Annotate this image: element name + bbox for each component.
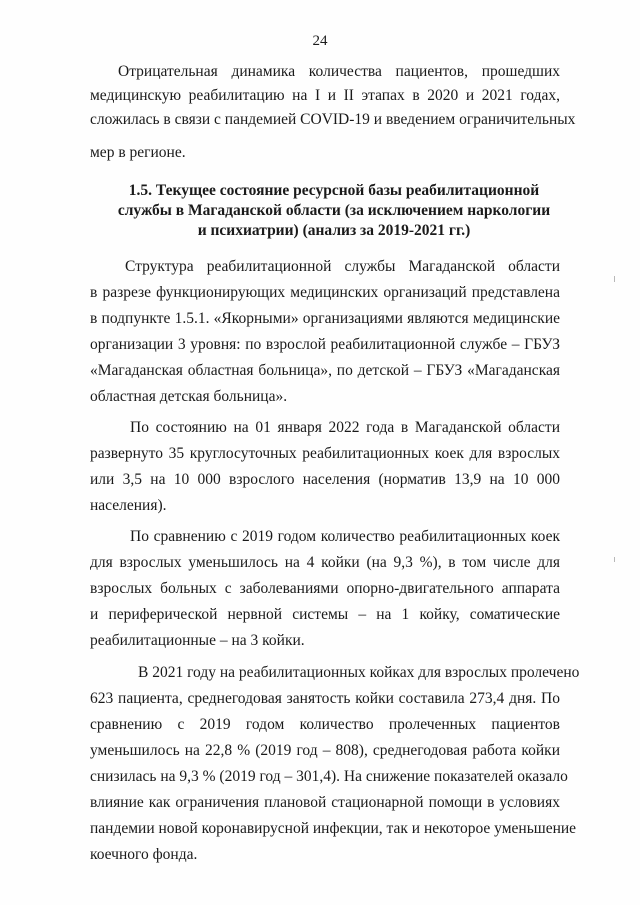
- paragraph3-line-5: реабилитационные – на 3 койки.: [90, 632, 305, 649]
- intro-line-3: сложилась в связи с пандемией COVID-19 и введением ограничительных: [90, 111, 576, 128]
- scan-mark: [614, 276, 615, 282]
- paragraph2-line-1: По состоянию на 01 января 2022 года в Магаданской области: [130, 419, 560, 436]
- section-heading-line-1: 1.5. Текущее состояние ресурсной базы реабилитационной: [128, 182, 540, 199]
- intro-line-1: Отрицательная динамика количества пациентов, прошедших: [118, 63, 560, 80]
- paragraph4-line-1: В 2021 году на реабилитационных койках для взрослых пролечено: [138, 664, 580, 681]
- paragraph2-line-3: или 3,5 на 10 000 взрослого населения (норматив 13,9 на 10 000: [90, 471, 560, 488]
- paragraph4-line-4: уменьшилось на 22,8 % (2019 год – 808), среднегодовая работа койки: [90, 742, 560, 759]
- paragraph4-line-3: сравнению с 2019 годом количество пролеченных пациентов: [90, 716, 560, 733]
- paragraph2-line-4: населения).: [90, 497, 167, 514]
- paragraph1-line-2: в разрезе функционирующих медицинских организаций представлена: [90, 284, 560, 301]
- paragraph1-line-6: областная детская больница».: [90, 388, 288, 405]
- paragraph4-line-7: пандемии новой коронавирусной инфекции, так и некоторое уменьшение: [90, 820, 577, 837]
- paragraph4-line-8: коечного фонда.: [90, 846, 198, 863]
- paragraph3-line-3: взрослых больных с заболеваниями опорно-двигательного аппарата: [90, 580, 560, 597]
- paragraph2-line-2: развернуто 35 круглосуточных реабилитационных коек для взрослых: [90, 445, 560, 462]
- paragraph1-line-5: «Магаданская областная больница», по детской – ГБУЗ «Магаданская: [90, 362, 560, 379]
- intro-line-2: медицинскую реабилитацию на I и II этапах в 2020 и 2021 годах,: [90, 87, 560, 104]
- paragraph4-line-5: снизилась на 9,3 % (2019 год – 301,4). На снижение показателей оказало: [90, 768, 568, 785]
- section-heading-line-3: и психиатрии) (анализ за 2019-2021 гг.): [197, 222, 471, 239]
- page-number: 24: [312, 33, 328, 49]
- paragraph1-line-4: организации 3 уровня: по взрослой реабилитационной службе – ГБУЗ: [90, 336, 560, 353]
- paragraph3-line-4: и периферической нервной системы – на 1 койку, соматические: [90, 606, 560, 623]
- scan-mark: [614, 557, 615, 562]
- paragraph4-line-2: 623 пациента, среднегодовая занятость койки составила 273,4 дня. По: [90, 690, 560, 707]
- intro-line-4: мер в регионе.: [90, 144, 186, 161]
- paragraph4-line-6: влияние как ограничения плановой стационарной помощи в условиях: [90, 794, 560, 811]
- section-heading-line-2: службы в Магаданской области (за исключением наркологии: [117, 202, 551, 219]
- paragraph1-line-1: Структура реабилитационной службы Магаданской области: [125, 258, 560, 275]
- paragraph3-line-2: для взрослых уменьшилось на 4 койки (на 9,3 %), в том числе для: [90, 554, 560, 571]
- paragraph1-line-3: в подпункте 1.5.1. «Якорными» организациями являются медицинские: [90, 310, 560, 327]
- paragraph3-line-1: По сравнению с 2019 годом количество реабилитационных коек: [130, 528, 560, 545]
